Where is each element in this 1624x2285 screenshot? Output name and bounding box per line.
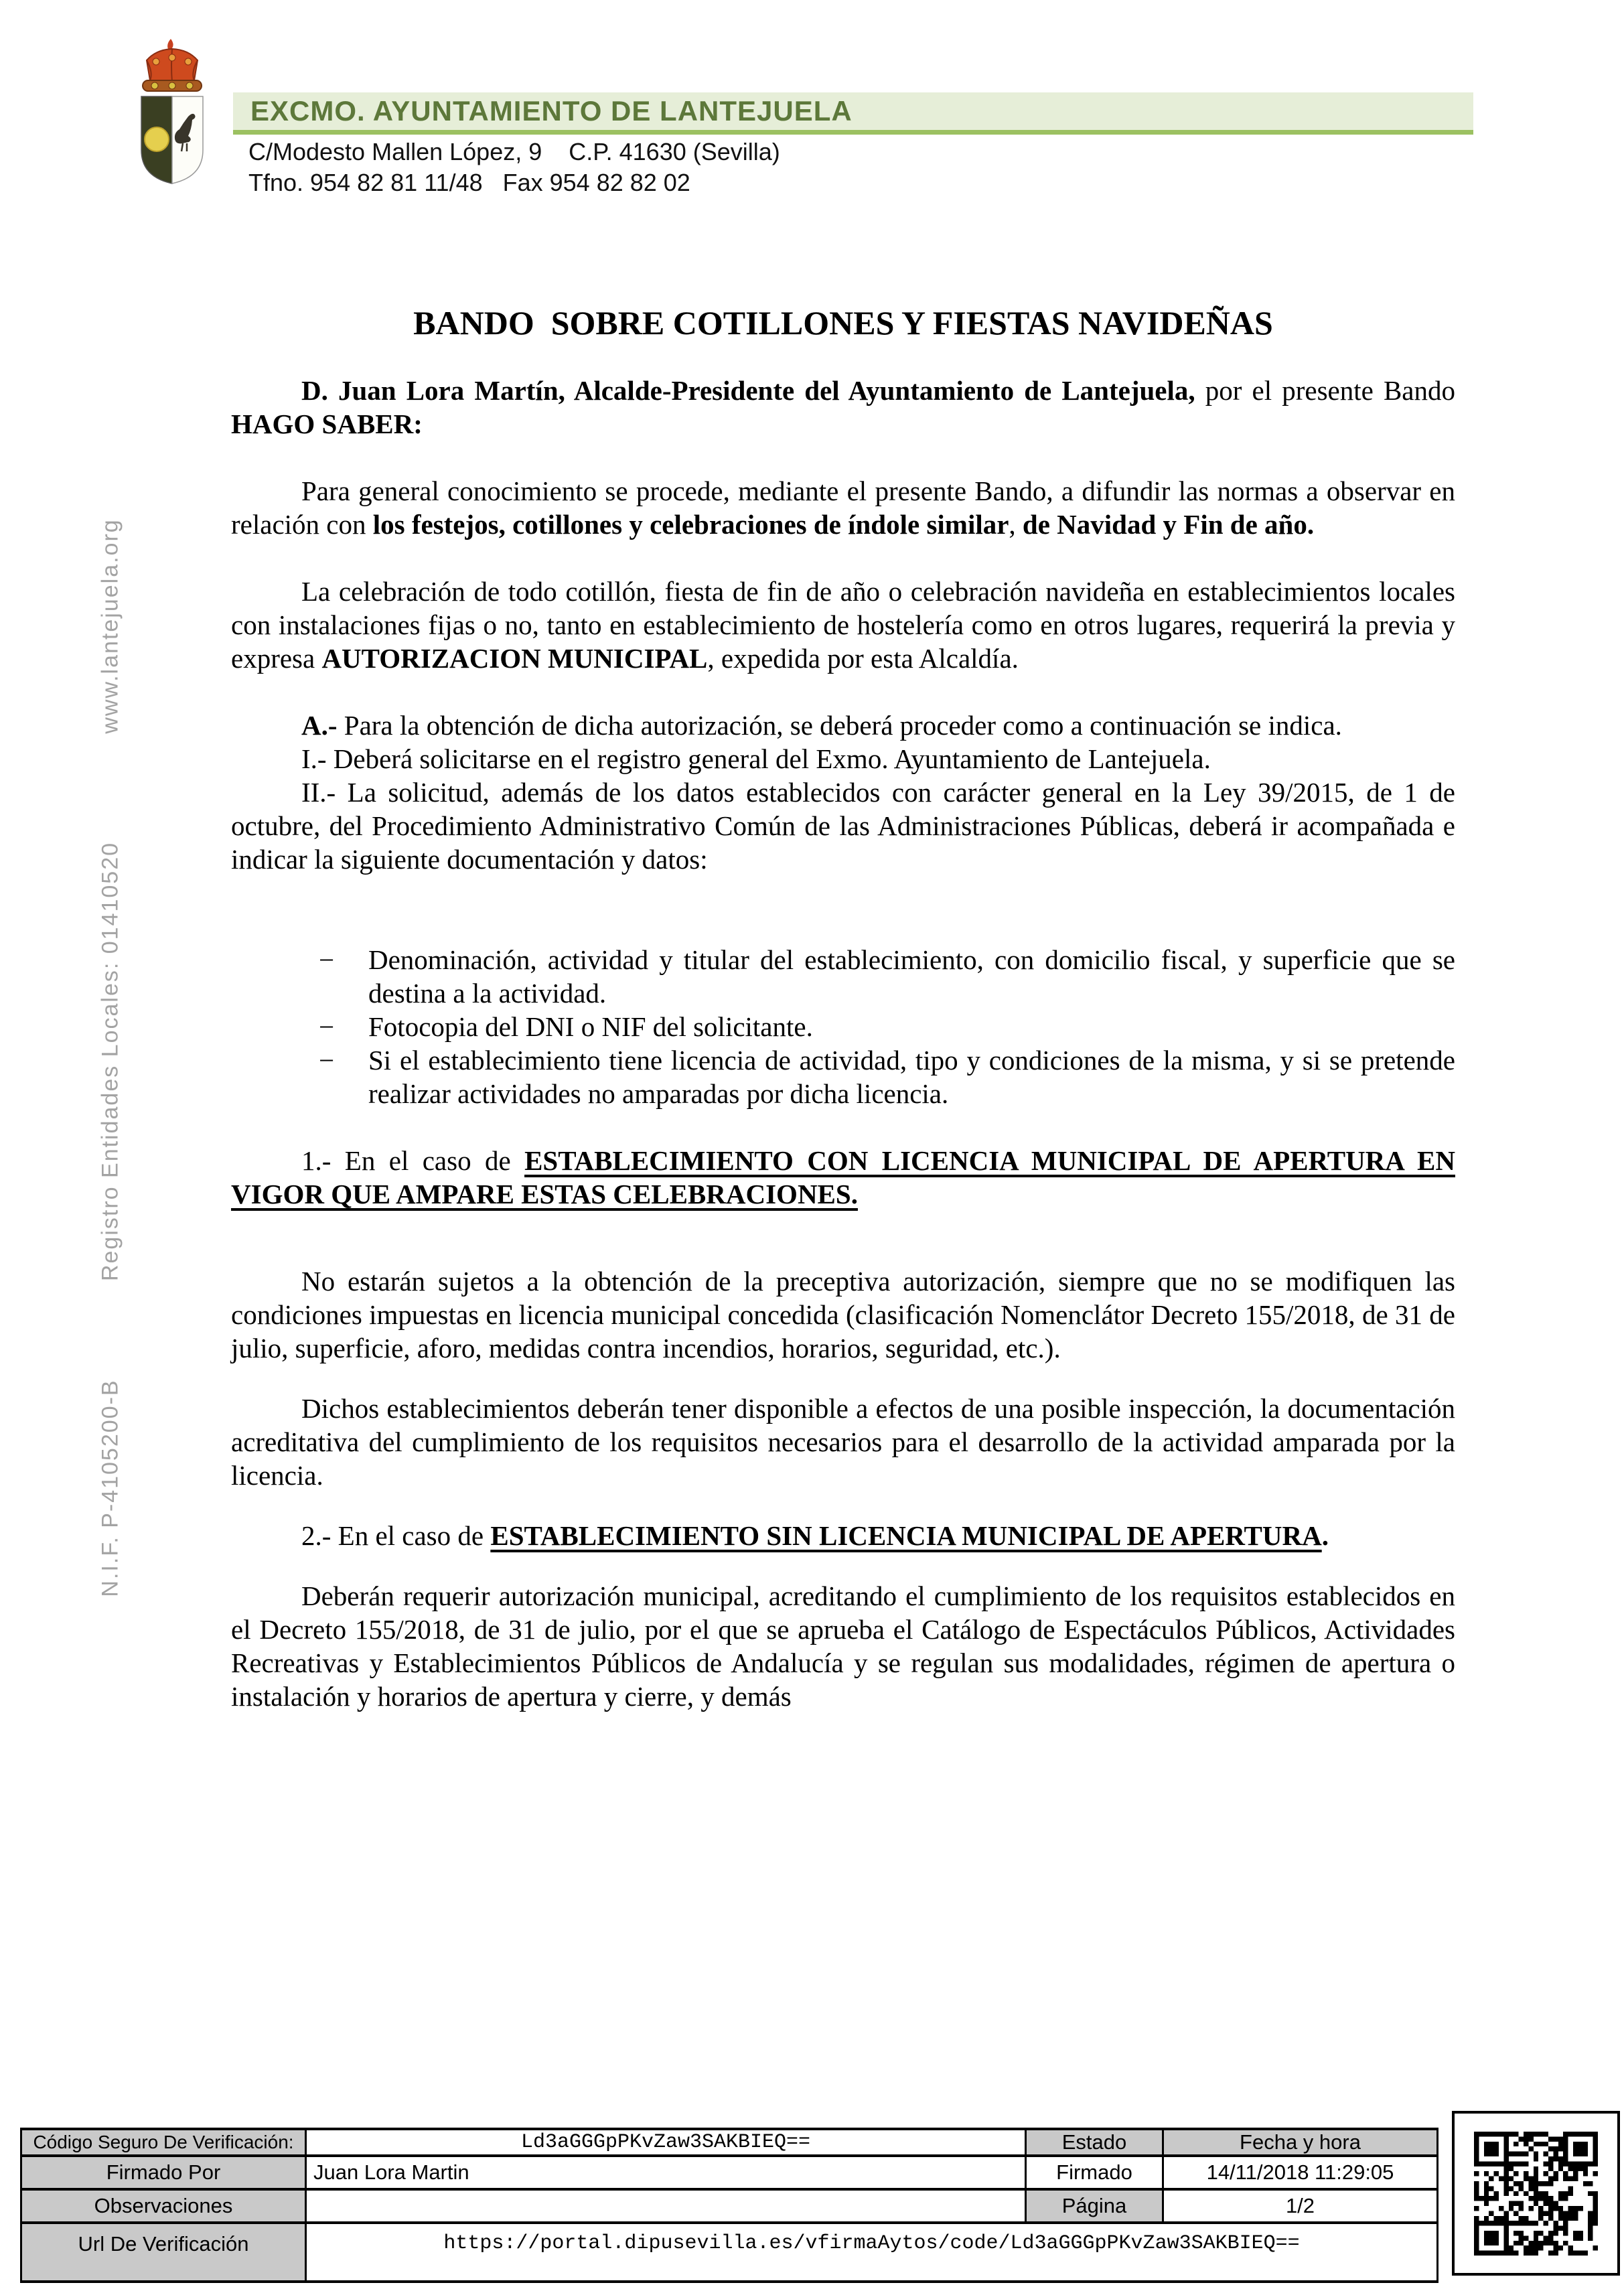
requirements-list xyxy=(231,943,1455,1110)
table-row xyxy=(21,2129,1438,2156)
csv-value: Ld3aGGGpPKvZaw3SAKBIEQ== xyxy=(306,2129,1026,2156)
url-label: Url De Verificación xyxy=(21,2223,306,2282)
address-line-2: Tfno. 954 82 81 11/48 Fax 954 82 82 02 xyxy=(248,169,690,196)
paragraph-dichos: Dichos establecimientos deberán tener disponible a efectos de una posible inspección, la documentación acreditativa del cumplimiento de los requisitos necesarios para el desarrollo de la actividad amparada por la licencia. xyxy=(231,1393,1455,1491)
verification-table xyxy=(20,2128,1438,2283)
paragraph-ii: II.- La solicitud, además de los datos establecidos con carácter general en la Ley 39/2015, de 1 de octubre, del Procedimiento Administrativo Común de las Administraciones Públicas, deberá ir acompañada e indicar la siguiente documentación y datos: xyxy=(231,777,1455,875)
dash-bullet-icon: − xyxy=(319,1045,335,1076)
org-name-bar xyxy=(233,92,1473,135)
fecha-value: 14/11/2018 11:29:05 xyxy=(1163,2156,1438,2189)
paragraph-deberan: Deberán requerir autorización municipal, acreditando el cumplimiento de los requisitos establecidos en el Decreto 155/2018, de 31 de julio, por el que se aprueba el Catálogo de Espectáculos Públicos, Actividades Recreativas y Establecimientos Públicos de Andalucía y se regulan sus modalidades, régimen de apertura o instalación y horarios de apertura y cierre, y demás xyxy=(231,1580,1455,1712)
qr-code-box xyxy=(1452,2111,1620,2276)
firmado-por-label: Firmado Por xyxy=(21,2156,306,2189)
url-value: https://portal.dipusevilla.es/vfirmaAytos/code/Ld3aGGGpPKvZaw3SAKBIEQ== xyxy=(306,2223,1438,2282)
document-title: BANDO SOBRE COTILLONES Y FIESTAS NAVIDEÑAS xyxy=(413,304,1273,342)
estado-header: Estado xyxy=(1026,2129,1163,2156)
paragraph-i: I.- Deberá solicitarse en el registro general del Exmo. Ayuntamiento de Lantejuela. xyxy=(301,743,1211,774)
sidebar-website-text: www.lantejuela.org xyxy=(97,518,123,734)
paragraph-a: A.- Para la obtención de dicha autorización, se deberá proceder como a continuación se indica. xyxy=(301,710,1342,741)
sidebar-registry-text: Registro Entidades Locales: 01410520 xyxy=(97,841,123,1282)
paragraph-no-sujetos: No estarán sujetos a la obtención de la preceptiva autorización, siempre que no se modifiquen las condiciones impuestas en licencia municipal concedida (clasificación Nomenclátor Decreto 155/2018, de 31 de julio, superficie, aforo, medidas contra incendios, horarios, seguridad, etc.). xyxy=(231,1266,1455,1363)
observaciones-value xyxy=(306,2189,1026,2223)
qr-code-icon xyxy=(1474,2132,1598,2256)
dash-bullet-icon: − xyxy=(319,1011,335,1042)
estado-value: Firmado xyxy=(1026,2156,1163,2189)
firmado-por-value: Juan Lora Martin xyxy=(306,2156,1026,2189)
document-body xyxy=(231,305,1455,1713)
paragraph-celebracion: La celebración de todo cotillón, fiesta de fin de año o celebración navideña en establecimientos locales con instalaciones fijas o no, tanto en establecimiento de hostelería como en otros lugares, requerirá la previa y expresa AUTORIZACION MUNICIPAL, expedida por esta Alcaldía. xyxy=(231,576,1455,674)
sidebar-nif-text: N.I.F. P-4105200-B xyxy=(97,1379,123,1597)
table-row xyxy=(21,2156,1438,2189)
pagina-value: 1/2 xyxy=(1163,2189,1438,2223)
paragraph-intro: D. Juan Lora Martín, Alcalde-Presidente del Ayuntamiento de Lantejuela, por el presente Bando HAGO SABER: xyxy=(231,375,1455,439)
table-row xyxy=(21,2223,1438,2282)
table-row xyxy=(21,2189,1438,2223)
observaciones-label: Observaciones xyxy=(21,2189,306,2223)
csv-label: Código Seguro De Verificación: xyxy=(21,2129,306,2156)
pagina-label: Página xyxy=(1026,2189,1163,2223)
coat-of-arms-icon xyxy=(129,38,215,188)
org-name: EXCMO. AYUNTAMIENTO DE LANTEJUELA xyxy=(250,95,853,127)
list-item: − Fotocopia del DNI o NIF del solicitante. xyxy=(319,1011,813,1042)
paragraph-para-general: Para general conocimiento se procede, mediante el presente Bando, a difundir las normas a observar en relación con los festejos, cotillones y celebraciones de índole similar, de Navidad y Fin de año. xyxy=(231,475,1455,540)
fecha-header: Fecha y hora xyxy=(1163,2129,1438,2156)
list-item: − Denominación, actividad y titular del establecimiento, con domicilio fiscal, y superficie que se destina a la actividad. xyxy=(319,944,1455,1009)
alcalde-name: D. Juan Lora Martín, Alcalde-Presidente del Ayuntamiento de Lantejuela, xyxy=(301,375,1195,406)
dash-bullet-icon: − xyxy=(319,944,335,975)
heading-case-2: 2.- En el caso de ESTABLECIMIENTO SIN LICENCIA MUNICIPAL DE APERTURA. xyxy=(301,1520,1329,1551)
list-item: − Si el establecimiento tiene licencia de actividad, tipo y condiciones de la misma, y si se pretende realizar actividades no amparadas por dicha licencia. xyxy=(319,1045,1455,1109)
heading-case-1: 1.- En el caso de ESTABLECIMIENTO CON LICENCIA MUNICIPAL DE APERTURA EN VIGOR QUE AMPARE ESTAS CELEBRACIONES. xyxy=(231,1145,1455,1209)
address-line-1: C/Modesto Mallen López, 9 C.P. 41630 (Sevilla) xyxy=(248,138,780,165)
